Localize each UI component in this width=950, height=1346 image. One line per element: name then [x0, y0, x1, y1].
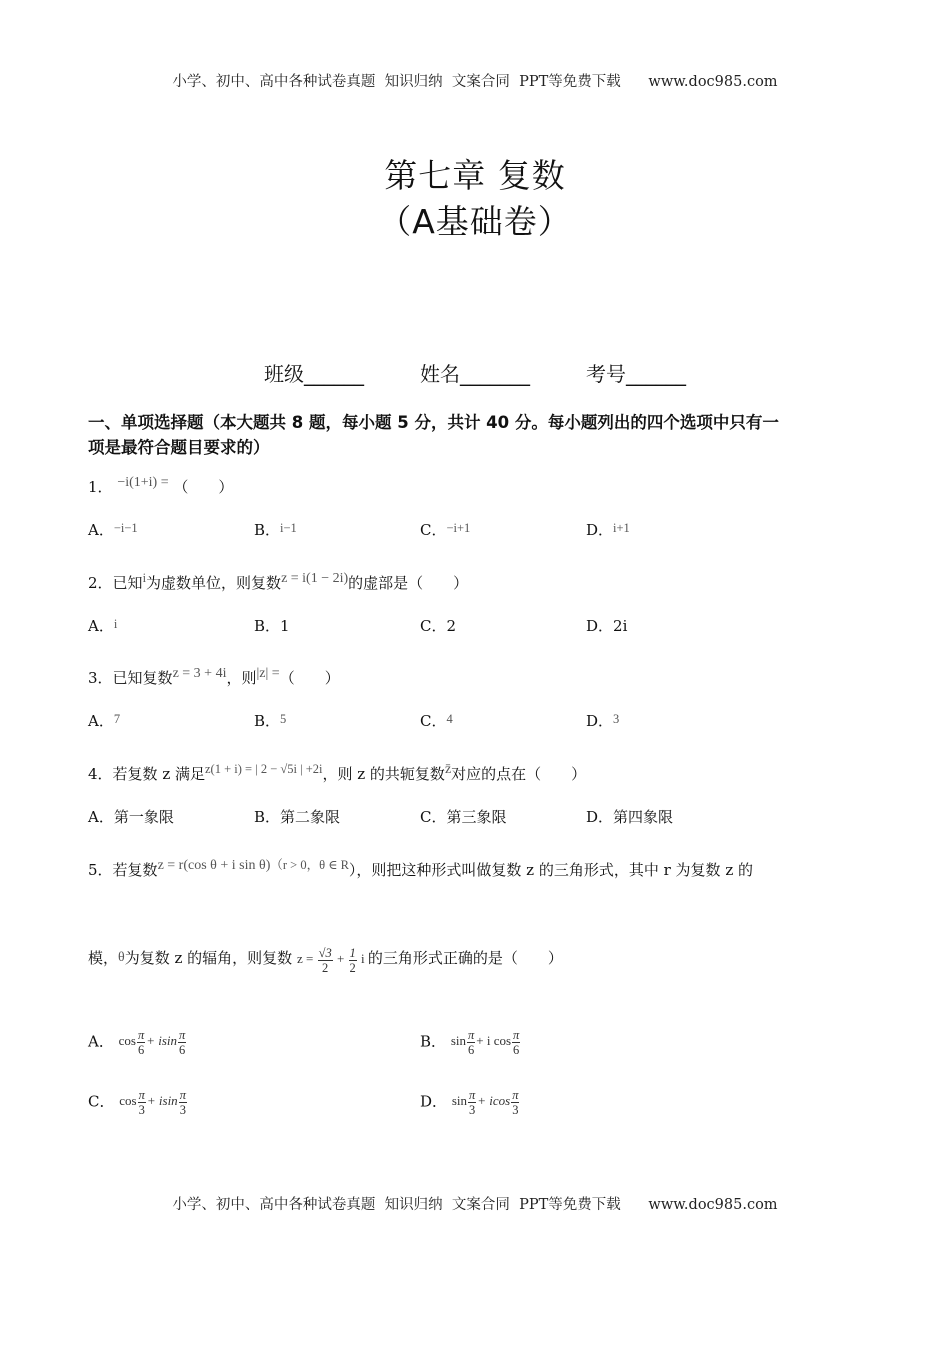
question-5-line2: 模，θ为复数 z 的辐角，则复数 z = $\frac{√3}{2}$ + $\frac{1}{2}$ i 的三角形式正确的是（ ）	[88, 945, 563, 975]
option-b[interactable]: B．$^5$	[254, 712, 287, 730]
footer-banner: 小学、初中、高中各种试卷真题 知识归纳 文案合同 PPT等免费下载 www.doc985.com	[172, 1197, 778, 1213]
name-field: 姓名_______	[420, 362, 530, 386]
answer-blank: （ ）	[173, 478, 234, 496]
option-b[interactable]: B．1	[254, 617, 290, 635]
options-q5-row2	[88, 1082, 888, 1120]
question-number: 3．	[88, 669, 113, 687]
student-info	[0, 358, 950, 387]
option-b[interactable]: B．第二象限	[254, 808, 341, 826]
question-formula: −i(1+i) =	[117, 475, 169, 490]
option-a[interactable]: A．$^7$	[88, 712, 121, 730]
options-q3	[88, 710, 888, 736]
question-3: 3．已知复数z = 3 + 4i，则|z| =（ ）	[88, 666, 340, 687]
question-number: 2．	[88, 574, 113, 592]
option-d[interactable]: D．第四象限	[586, 808, 674, 826]
option-c[interactable]: C．$^{-i+1}$	[420, 521, 471, 539]
option-c[interactable]: C．$^4$	[420, 712, 453, 730]
section-heading-line2: 项是最符合题目要求的）	[88, 438, 270, 457]
option-d[interactable]: D．$^3$	[586, 712, 620, 730]
question-2: 2．已知$^i$为虚数单位，则复数z = i(1 − 2i)的虚部是（ ）	[88, 571, 469, 592]
exam-number-field: 考号______	[586, 362, 686, 386]
option-a[interactable]: A．$^i$	[88, 617, 118, 635]
question-5: 5．若复数z = r(cos θ + i sin θ)$^{(r > 0,\theta \in R}$），则把这种形式叫做复数 z 的三角形式，其中 r 为复数 z 的	[88, 858, 753, 879]
exam-subtitle: （A基础卷）	[378, 202, 572, 241]
options-q2	[88, 615, 888, 641]
question-formula: z = r(cos θ + i sin θ)	[157, 858, 271, 873]
option-c[interactable]: C．2	[420, 617, 457, 635]
option-c[interactable]: C．第三象限	[420, 808, 507, 826]
question-1	[88, 472, 878, 498]
option-a[interactable]: A．$^{-i-1}$	[88, 521, 138, 539]
question-formula: z(1 + i) = | 2 − √5i | +2i	[205, 762, 323, 776]
option-c[interactable]: C． cos $\frac{\pi}{3}$ + isin $\frac{\pi}{3}$	[88, 1088, 186, 1117]
options-q1	[88, 519, 888, 545]
question-number: 1．	[88, 478, 113, 496]
option-d[interactable]: D． sin $\frac{\pi}{3}$ + icos $\frac{\pi}{3}$	[420, 1088, 519, 1117]
options-q5-row1	[88, 1022, 888, 1060]
z-expression: z = $\frac{√3}{2}$ + $\frac{1}{2}$ i	[296, 945, 365, 975]
question-4: 4．若复数 z 满足$^{z(1 + i) = | 2 - √5i | +2i}$，则 z 的共轭复数z̄对应的点在（ ）	[88, 762, 587, 783]
class-field: 班级______	[264, 362, 364, 386]
option-b[interactable]: B．$^{i-1}$	[254, 521, 297, 539]
option-a[interactable]: A．第一象限	[88, 808, 174, 826]
question-number: 5．	[88, 861, 113, 879]
question-formula: z = 3 + 4i	[172, 666, 227, 681]
option-a[interactable]: A． cos $\frac{\pi}{6}$ + isin $\frac{\pi}{6}$	[88, 1028, 186, 1057]
question-number: 4．	[88, 765, 113, 783]
section-heading-line1: 一、单项选择题（本大题共 8 题，每小题 5 分，共计 40 分。每小题列出的四个选项中只有一	[88, 413, 779, 432]
option-d[interactable]: D．2i	[586, 617, 628, 635]
question-formula: z = i(1 − 2i)	[281, 571, 349, 586]
section-heading	[88, 410, 878, 460]
header-banner: 小学、初中、高中各种试卷真题 知识归纳 文案合同 PPT等免费下载 www.doc985.com	[172, 74, 778, 90]
option-b[interactable]: B． sin $\frac{\pi}{6}$ + i cos $\frac{\pi}{6}$	[420, 1028, 520, 1057]
options-q4	[88, 806, 888, 832]
option-d[interactable]: D．$^{i+1}$	[586, 521, 630, 539]
chapter-title: 第七章 复数	[384, 156, 566, 195]
